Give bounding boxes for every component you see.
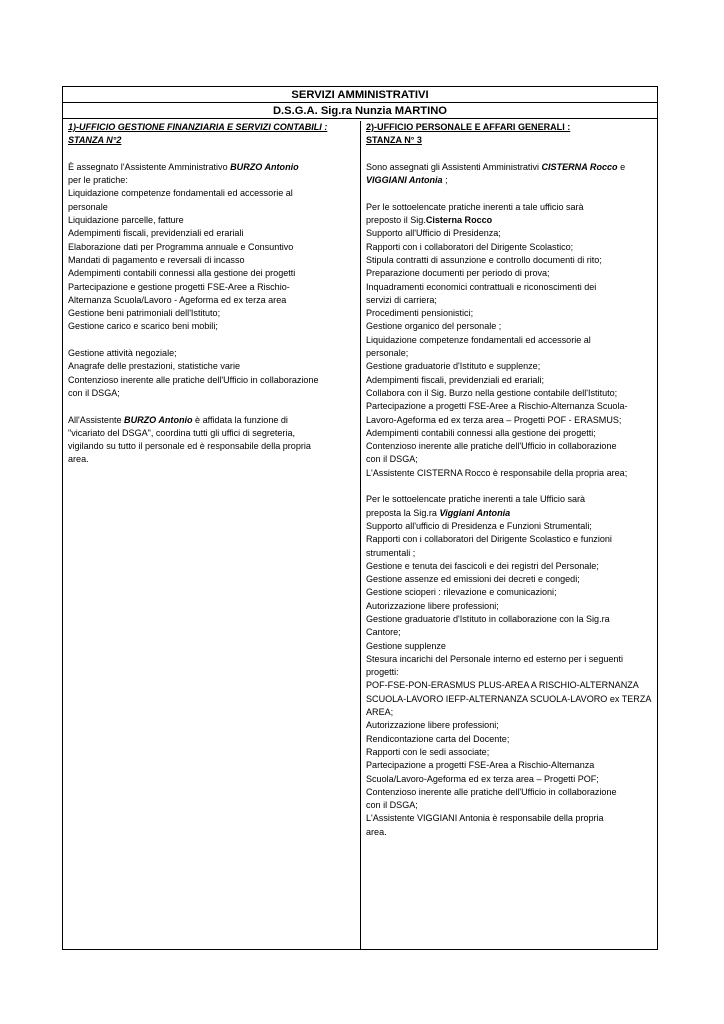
list-item: con il DSGA;	[366, 454, 418, 465]
list-item: Mandati di pagamento e reversali di incasso	[68, 254, 245, 265]
list-item: AREA;	[366, 707, 394, 718]
left-task-list-a	[68, 187, 356, 333]
columns	[63, 121, 657, 949]
list-item: Gestione graduatorie d'Istituto e supplenze;	[366, 361, 541, 372]
list-item: personale	[68, 201, 108, 212]
right-intro-mid: e	[617, 161, 626, 172]
right-s1-line2	[366, 214, 653, 227]
document-table	[62, 86, 658, 950]
right-intro-text: Sono assegnati gli Assistenti Amministrativi	[366, 161, 542, 172]
list-item: Gestione scioperi : rilevazione e comunicazioni;	[366, 587, 557, 598]
left-intro	[68, 161, 356, 174]
left-task-list-b	[68, 347, 356, 400]
list-item: Liquidazione competenze fondamentali ed accessorie al	[68, 188, 293, 199]
list-item: Alternanza Scuola/Lavoro - Ageforma ed ex terza area	[68, 294, 287, 305]
list-item: L'Assistente VIGGIANI Antonia è responsabile della propria	[366, 813, 604, 824]
list-item: POF-FSE-PON-ERASMUS PLUS-AREA A RISCHIO-ALTERNANZA	[366, 680, 639, 691]
list-item: con il DSGA;	[366, 800, 418, 811]
right-s1-pre: preposto il Sig.	[366, 215, 426, 226]
list-item: Adempimenti contabili connessi alla gestione dei progetti;	[366, 427, 596, 438]
list-item: Liquidazione parcelle, fatture	[68, 215, 184, 226]
list-item: Elaborazione dati per Programma annuale e Consuntivo	[68, 241, 294, 252]
left-closing-pre: All'Assistente	[68, 414, 125, 425]
list-item: Supporto all'Ufficio di Presidenza;	[366, 228, 501, 239]
left-closing-name: BURZO Antonio	[124, 414, 193, 425]
list-item: Contenzioso inerente alle pratiche dell'Ufficio in collaborazione	[366, 786, 617, 797]
right-intro	[366, 161, 653, 174]
right-s1-task-list	[366, 227, 653, 480]
list-item: Contenzioso inerente alle pratiche dell'Ufficio in collaborazione	[366, 441, 617, 452]
list-item: Gestione e tenuta dei fascicoli e dei registri del Personale;	[366, 560, 599, 571]
list-item: Gestione graduatorie d'Istituto in collaborazione con la Sig.ra	[366, 613, 610, 624]
list-item: servizi di carriera;	[366, 294, 437, 305]
right-room-heading: STANZA N° 3	[366, 135, 422, 146]
left-intro-post: per le pratiche:	[68, 175, 128, 186]
list-item: Partecipazione a progetti FSE-Area a Rischio-Alternanza	[366, 760, 595, 771]
right-s1-name: Cisterna Rocco	[425, 215, 493, 226]
list-item: Anagrafe delle prestazioni, statistiche varie	[68, 361, 240, 372]
list-item: Partecipazione a progetti FSE-Aree a Rischio-Alternanza Scuola-	[366, 401, 628, 412]
list-item: Inquadramenti economici contrattuali e riconoscimenti dei	[366, 281, 597, 292]
left-closing-lines	[68, 427, 356, 467]
right-intro-post: ;	[442, 175, 448, 186]
right-s2-pre: preposta la Sig.ra	[366, 507, 440, 518]
right-s2-line1: Per le sottoelencate pratiche inerenti a tale Ufficio sarà	[366, 494, 586, 505]
list-item: Autorizzazione libere professioni;	[366, 600, 499, 611]
table-title: SERVIZI AMMINISTRATIVI	[63, 87, 657, 103]
list-item: Rendicontazione carta del Docente;	[366, 733, 510, 744]
right-s1-line1: Per le sottoelencate pratiche inerenti a tale ufficio sarà	[366, 201, 584, 212]
left-closing-post: è affidata la funzione di	[192, 414, 288, 425]
column-left	[63, 121, 361, 949]
list-item: Scuola/Lavoro-Ageforma ed ex terza area – Progetti POF;	[366, 773, 599, 784]
list-item: Gestione organico del personale ;	[366, 321, 502, 332]
list-item: Stipula contratti di assunzione e controllo documenti di rito;	[366, 254, 602, 265]
list-item: Stesura incarichi del Personale interno ed esterno per i seguenti	[366, 653, 623, 664]
list-item: L'Assistente CISTERNA Rocco è responsabile della propria area;	[366, 467, 628, 478]
list-item: Adempimenti fiscali, previdenziali ed erariali;	[366, 374, 545, 385]
list-item: Adempimenti fiscali, previdenziali ed erariali	[68, 228, 244, 239]
right-s2-task-list	[366, 520, 653, 839]
left-intro-name: BURZO Antonio	[230, 161, 299, 172]
list-item: Adempimenti contabili connessi alla gestione dei progetti	[68, 268, 296, 279]
list-item: Rapporti con i collaboratori del Dirigente Scolastico;	[366, 241, 574, 252]
list-item: Rapporti con le sedi associate;	[366, 746, 490, 757]
list-item: con il DSGA;	[68, 387, 120, 398]
list-item: Gestione carico e scarico beni mobili;	[68, 321, 218, 332]
list-item: Contenzioso inerente alle pratiche dell'Ufficio in collaborazione	[68, 374, 319, 385]
list-item: Collabora con il Sig. Burzo nella gestione contabile dell'Istituto;	[366, 387, 618, 398]
list-item: progetti:	[366, 667, 399, 678]
list-item: Gestione assenze ed emissioni dei decreti e congedi;	[366, 574, 580, 585]
right-intro-line2	[366, 174, 653, 187]
list-item: vigilando su tutto il personale ed è responsabile della propria	[68, 441, 311, 452]
list-item: Lavoro-Ageforma ed ex terza area – Progetti POF - ERASMUS;	[366, 414, 622, 425]
list-item: Rapporti con i collaboratori del Dirigente Scolastico e funzioni	[366, 534, 612, 545]
list-item: Gestione beni patrimoniali dell'Istituto;	[68, 308, 221, 319]
list-item: Autorizzazione libere professioni;	[366, 720, 499, 731]
left-office-heading: 1)-UFFICIO GESTIONE FINANZIARIA E SERVIZI CONTABILI :	[68, 122, 328, 132]
list-item: Liquidazione competenze fondamentali ed accessorie al	[366, 334, 591, 345]
list-item: Cantore;	[366, 627, 401, 638]
list-item: area.	[68, 454, 89, 465]
list-item: Gestione supplenze	[366, 640, 446, 651]
list-item: SCUOLA-LAVORO IEFP-ALTERNANZA SCUOLA-LAVORO ex TERZA	[366, 693, 652, 704]
list-item: Gestione attività negoziale;	[68, 348, 177, 359]
right-office-heading: 2)-UFFICIO PERSONALE E AFFARI GENERALI :	[366, 122, 571, 132]
left-room-heading: STANZA N°2	[68, 135, 122, 146]
right-intro-name-2: VIGGIANI Antonia	[366, 175, 443, 186]
list-item: strumentali ;	[366, 547, 416, 558]
list-item: Procedimenti pensionistici;	[366, 308, 474, 319]
list-item: area.	[366, 826, 387, 837]
list-item: "vicariato del DSGA", coordina tutti gli uffici di segreteria,	[68, 427, 296, 438]
list-item: personale;	[366, 348, 409, 359]
right-s2-line2	[366, 507, 653, 520]
right-intro-name-1: CISTERNA Rocco	[541, 161, 618, 172]
list-item: Partecipazione e gestione progetti FSE-Aree a Rischio-	[68, 281, 290, 292]
table-subtitle: D.S.G.A. Sig.ra Nunzia MARTINO	[63, 103, 657, 119]
right-s2-name: Viggiani Antonia	[439, 507, 511, 518]
column-right	[361, 121, 657, 949]
list-item: Supporto all'ufficio di Presidenza e Funzioni Strumentali;	[366, 520, 592, 531]
left-intro-text: È assegnato l'Assistente Amministrativo	[68, 161, 231, 172]
left-closing	[68, 414, 356, 427]
list-item: Preparazione documenti per periodo di prova;	[366, 268, 550, 279]
